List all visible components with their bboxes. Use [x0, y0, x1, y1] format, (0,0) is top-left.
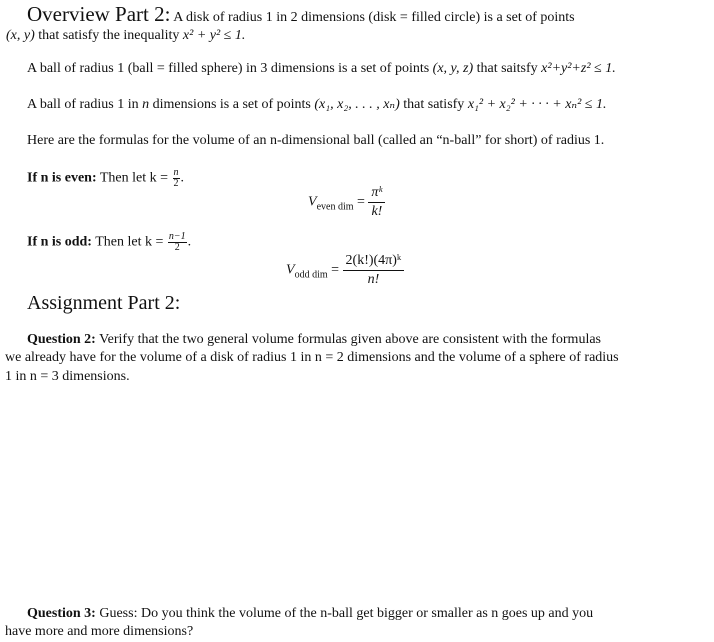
overview-heading: Overview Part 2:: [27, 2, 171, 26]
text: Guess: Do you think the volume of the n-ball get bigger or smaller as n goes up and you: [95, 606, 594, 621]
paragraph-ball-nd: [27, 96, 606, 113]
math-inequality: x₁² + x₂² + · · · + xₙ² ≤ 1.: [467, 97, 607, 112]
formula-even: $V_{even dim}$ = $\frac{\text{πᵏ}}{k!}$: [308, 184, 385, 221]
question-2-line-1: [27, 332, 709, 348]
paragraph-formulas-intro: Here are the formulas for the volume of an n-dimensional ball (called an “n-ball” for short) of radius 1.: [27, 133, 605, 148]
math-points: (x₁, x₂, . . . , xₙ): [314, 97, 400, 112]
math-inequality: x² + y² ≤ 1.: [182, 28, 246, 43]
fraction-n-over-2: [173, 168, 180, 189]
text: that satisfy: [399, 97, 468, 112]
assignment-heading: Assignment Part 2:: [27, 292, 181, 314]
numerator: n: [173, 167, 179, 178]
overview-line-2: [6, 28, 245, 44]
overview-text: A disk of radius 1 in 2 dimensions (disk = filled circle) is a set of points: [173, 10, 575, 25]
text: that satisfy the inequality: [34, 28, 183, 43]
math-xy: (x, y): [6, 28, 35, 43]
text: A ball of radius 1 in: [27, 97, 143, 112]
subscript: even dim: [316, 201, 354, 213]
v-symbol: V: [308, 194, 317, 210]
paragraph-ball-3d: [27, 61, 616, 77]
fraction-n-minus-1-over-2: [168, 232, 187, 253]
formula-odd-fraction: [343, 252, 405, 289]
math-xyz: (x, y, z): [432, 61, 474, 76]
text: A ball of radius 1 (ball = filled sphere) in 3 dimensions is a set of points: [27, 61, 433, 76]
question-2-line-2: we already have for the volume of a disk of radius 1 in n = 2 dimensions and the volume of a sphere of radius: [5, 350, 619, 365]
question-2-label: Question 2:: [27, 332, 96, 347]
text: that saitsfy: [473, 61, 542, 76]
v-symbol: V: [286, 262, 295, 278]
question-3-label: Question 3:: [27, 606, 96, 621]
numerator: n−1: [168, 231, 186, 242]
even-case: If n is even: Then let k = $\frac{n}{2}$ .: [27, 167, 185, 189]
numerator: πᵏ: [368, 184, 385, 203]
overview-line-1: [27, 2, 709, 27]
text: Then let k =: [91, 234, 167, 250]
odd-label: If n is odd:: [27, 234, 92, 250]
math-inequality: x²+y²+z² ≤ 1.: [541, 61, 616, 76]
question-2-line-3: 1 in n = 3 dimensions.: [5, 369, 130, 384]
formula-odd: $V_{odd dim}$ = $\frac{\text{2(k!)(4π)ᵏ}}{n!}$: [286, 252, 404, 289]
question-3-line-2: have more and more dimensions?: [5, 624, 194, 639]
math-n: n: [142, 97, 150, 112]
text: Verify that the two general volume formulas given above are consistent with the formulas: [95, 332, 601, 347]
denominator: 2: [173, 178, 179, 189]
denominator: n!: [367, 272, 380, 287]
odd-case: If n is odd: Then let k = $\frac{n-1}{2}$ .: [27, 231, 192, 253]
question-3-line-1: [27, 606, 593, 622]
denominator: k!: [371, 204, 383, 219]
subscript: odd dim: [294, 269, 328, 281]
denominator: 2: [174, 242, 180, 253]
formula-even-fraction: [368, 184, 385, 221]
text: dimensions is a set of points: [149, 97, 315, 112]
even-label: If n is even:: [27, 170, 97, 186]
numerator: 2(k!)(4π)ᵏ: [343, 252, 405, 271]
text: Then let k =: [96, 170, 172, 186]
